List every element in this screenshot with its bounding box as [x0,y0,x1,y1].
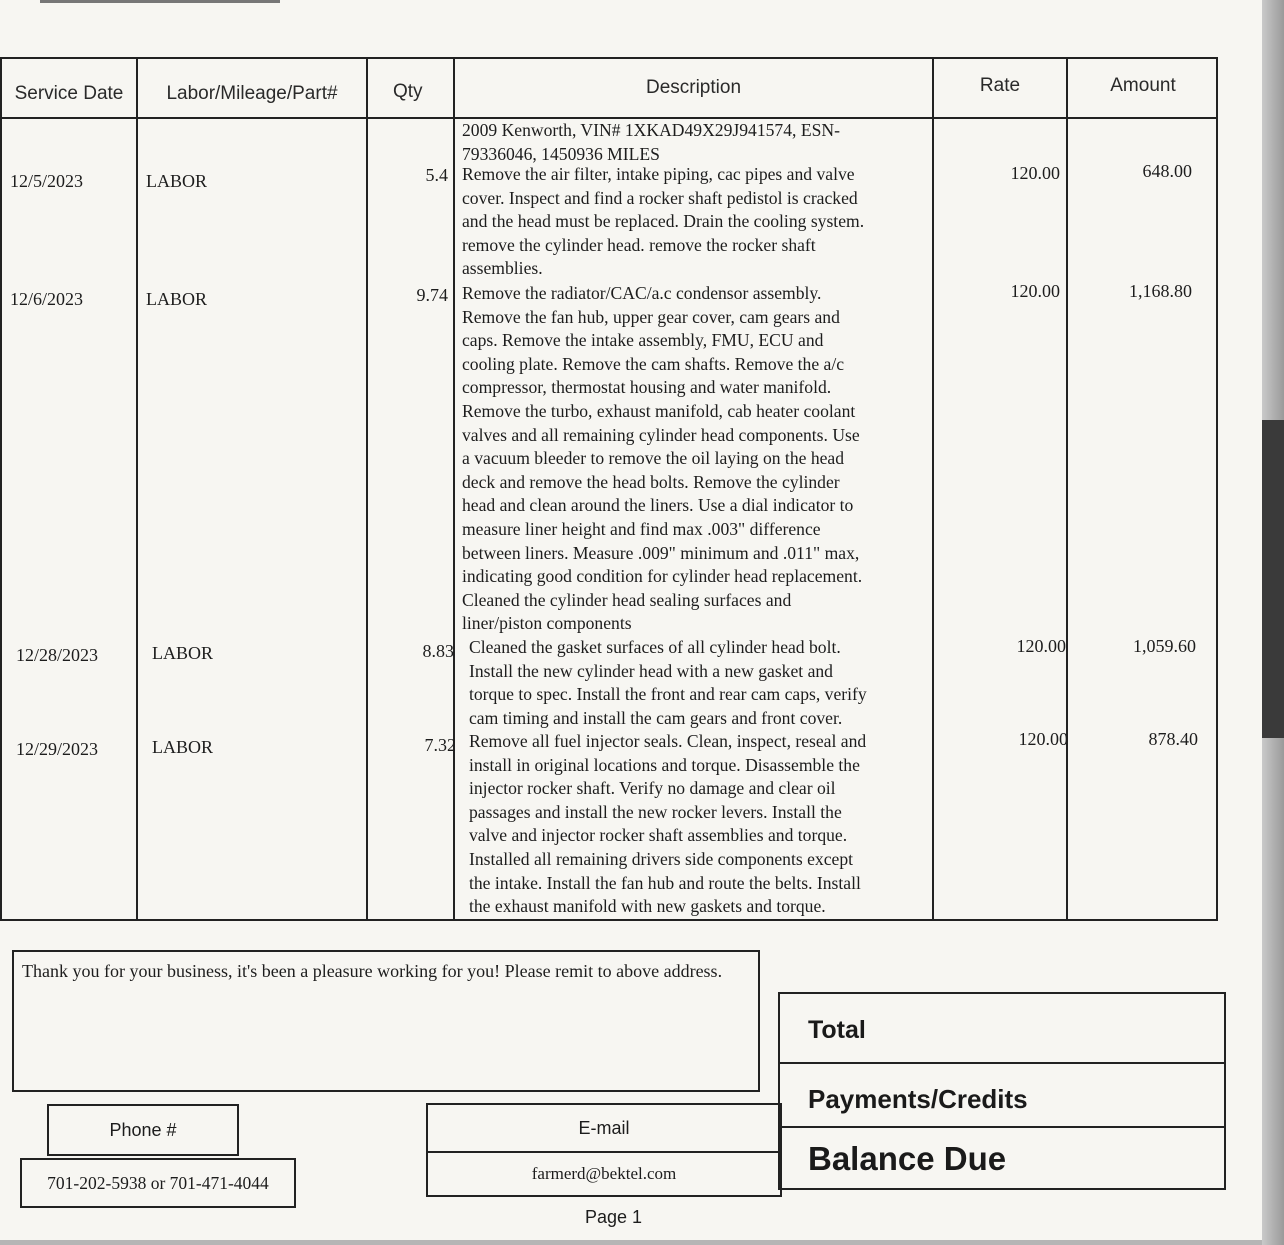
header-labor-part: Labor/Mileage/Part# [166,83,338,104]
row-qty: 9.74 [416,285,448,305]
row-type: LABOR [146,289,208,309]
header-rate: Rate [979,75,1021,96]
payments-credits-label: Payments/Credits [808,1084,1028,1114]
row-qty: 7.32 [424,735,456,755]
email-label: E-mail [426,1103,782,1153]
row-description: Remove the radiator/CAC/a.c condensor assembly. Remove the fan hub, upper gear cover, cam gears and caps. Remove the intake assembly, FMU, ECU and cooling plate. Remove the cam shafts. Remove the a/c compressor, thermostat housing and water manifold. Remove the turbo, exhaust manifold, cab heater coolant valves and all remaining cylinder head components. Use a vacuum bleeder to remove the oil laying on the head deck and remove the head bolts. Remove the cylinder head and clean around the liners. Use a dial indicator to measure liner height and find max .003" difference between liners. Measure .009" minimum and .011" max, indicating good condition for cylinder head replacement. Cleaned the cylinder head sealing surfaces and liner/piston components [462,283,863,634]
column-divider [453,59,455,919]
row-date: 12/6/2023 [10,289,84,309]
row-rate: 120.00 [1010,281,1060,301]
column-divider [136,59,138,919]
row-date: 12/28/2023 [16,645,99,665]
thank-you-note: Thank you for your business, it's been a pleasure working for you! Please remit to above address. [12,950,760,1092]
row-amount: 878.40 [1148,729,1198,749]
phone-value: 701-202-5938 or 701-471-4044 [20,1158,296,1208]
row-amount: 1,059.60 [1133,636,1196,656]
totals-divider [780,1126,1224,1128]
row-description: Remove all fuel injector seals. Clean, inspect, reseal and install in original locations and torque. Disassemble the injector rocker shaft. Verify no damage and clear oil passages and install the new rocker levers. Install the valve and injector rocker shaft assemblies and torque. Installed all remaining drivers side components except the intake. Install the fan hub and route the belts. Install the exhaust manifold with new gaskets and torque. [469,731,867,917]
row-type: LABOR [152,737,214,757]
column-divider [1066,59,1068,919]
vehicle-info: 2009 Kenworth, VIN# 1XKAD49X29J941574, ESN- 79336046, 1450936 MILES [462,120,840,164]
page-bottom-edge [0,1240,1262,1245]
row-qty: 5.4 [425,165,448,185]
header-service-date: Service Date [14,83,124,104]
total-label: Total [808,1016,866,1044]
totals-box [778,992,1226,1190]
row-amount: 648.00 [1142,161,1192,181]
scan-edge-shadow [1262,420,1284,738]
email-value: farmerd@bektel.com [426,1151,782,1197]
header-qty: Qty [393,81,423,102]
header-amount: Amount [1110,75,1176,96]
totals-divider [780,1062,1224,1064]
service-table [0,57,1218,921]
phone-label: Phone # [47,1104,239,1156]
top-edge-mark [40,0,280,3]
column-divider [366,59,368,919]
row-type: LABOR [152,643,214,663]
row-date: 12/5/2023 [10,171,84,191]
row-rate: 120.00 [1016,636,1066,656]
row-description: Remove the air filter, intake piping, cac pipes and valve cover. Inspect and find a rocker shaft pedistol is cracked and the head must be replaced. Drain the cooling system. remove the cylinder head. remove the rocker shaft assemblies. [462,164,865,279]
row-amount: 1,168.80 [1129,281,1192,301]
balance-due-label: Balance Due [808,1140,1007,1177]
row-rate: 120.00 [1018,729,1068,749]
header-description: Description [645,77,742,98]
row-type: LABOR [146,171,208,191]
page-number: Page 1 [585,1207,643,1227]
row-qty: 8.83 [422,641,454,661]
row-date: 12/29/2023 [16,739,99,759]
row-description: Cleaned the gasket surfaces of all cylinder head bolt. Install the new cylinder head with a new gasket and torque to spec. Install the front and rear cam caps, verify cam timing and install the cam gears and front cover. [469,637,867,728]
row-rate: 120.00 [1010,163,1060,183]
